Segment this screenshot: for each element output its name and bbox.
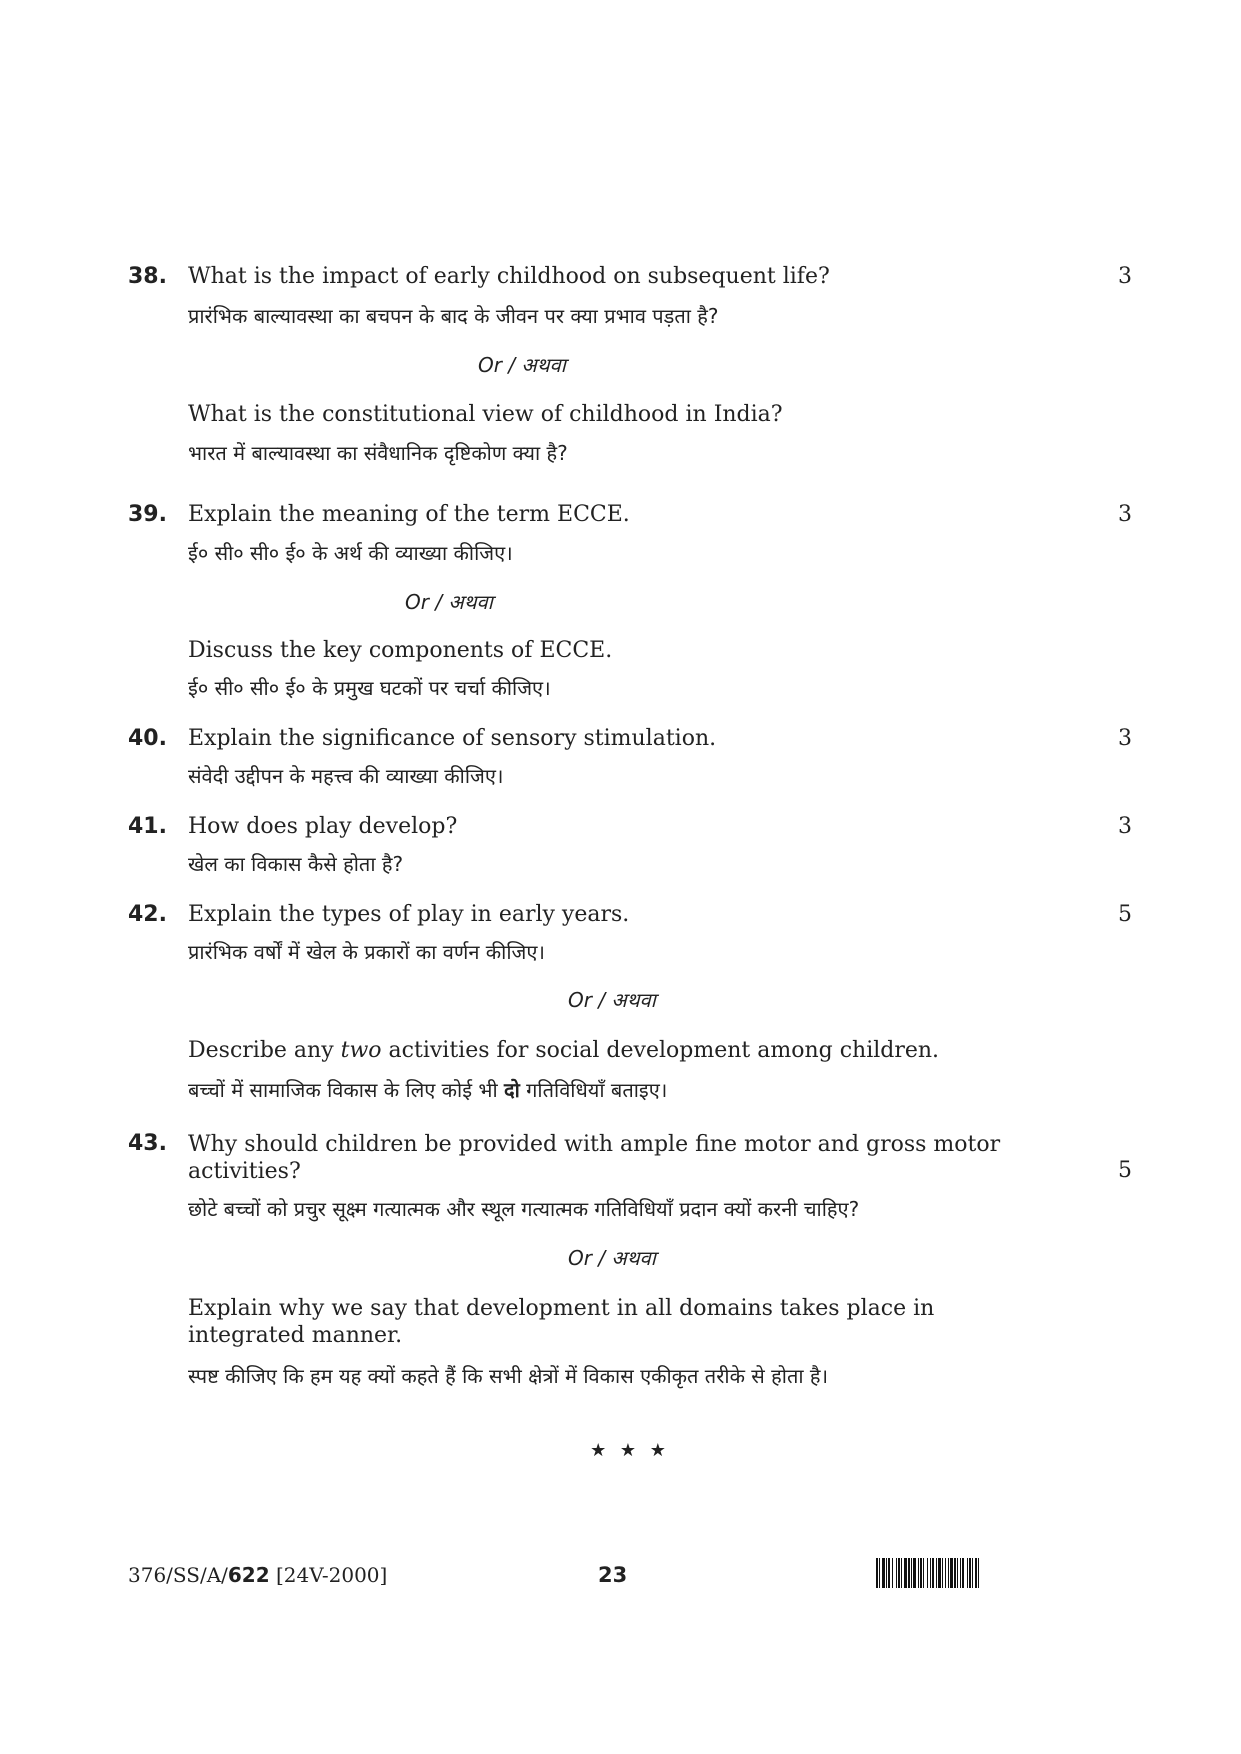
- question-number: 42.: [128, 902, 167, 927]
- question-number: 38.: [128, 264, 167, 289]
- question-text-en: [188, 1131, 1088, 1185]
- question-text-en: Explain the significance of sensory stimulation.: [188, 726, 717, 751]
- barcode-bar: [920, 1558, 922, 1588]
- emphasis-two: two: [340, 1038, 382, 1063]
- question-text-en-line-2: activities?: [188, 1159, 301, 1184]
- barcode-bar: [908, 1558, 910, 1588]
- alternative-text-hi: बच्चों में सामाजिक विकास के लिए कोई भी दो गतिविधियाँ बताइए।: [188, 1078, 668, 1102]
- barcode-bar: [945, 1558, 946, 1588]
- barcode-bar: [892, 1558, 893, 1588]
- alternative-text-hi: ई० सी० सी० ई० के प्रमुख घटकों पर चर्चा कीजिए।: [188, 676, 551, 700]
- barcode: [876, 1558, 1126, 1588]
- question-marks: 3: [1118, 502, 1132, 527]
- emphasis-two-hi: दो: [504, 1078, 520, 1102]
- question-marks: 3: [1118, 726, 1132, 751]
- or-separator: Or / अथवा: [568, 988, 656, 1012]
- question-marks: 5: [1118, 902, 1132, 927]
- question-marks: 3: [1118, 814, 1132, 839]
- barcode-bar: [904, 1558, 907, 1588]
- or-separator: Or / अथवा: [568, 1246, 656, 1270]
- barcode-bar: [978, 1558, 979, 1588]
- question-text-en: Explain the meaning of the term ECCE.: [188, 502, 630, 527]
- alternative-text-hi: भारत में बाल्यावस्था का संवैधानिक दृष्टिकोण क्या है?: [188, 441, 568, 465]
- barcode-bar: [923, 1558, 924, 1588]
- question-number: 43.: [128, 1131, 167, 1156]
- question-text-en: What is the impact of early childhood on subsequent life?: [188, 264, 830, 289]
- barcode-bar: [962, 1558, 964, 1588]
- question-text-en: Explain the types of play in early years.: [188, 902, 630, 927]
- question-text-hi: खेल का विकास कैसे होता है?: [188, 852, 404, 876]
- barcode-bar: [886, 1558, 887, 1588]
- barcode-bar: [896, 1558, 897, 1588]
- barcode-bar: [975, 1558, 977, 1588]
- barcode-bar: [936, 1558, 937, 1588]
- barcode-bar: [911, 1558, 912, 1588]
- barcode-bar: [969, 1558, 971, 1588]
- alternative-text-en: What is the constitutional view of childhood in India?: [188, 402, 783, 427]
- barcode-bar: [967, 1558, 968, 1588]
- barcode-bar: [957, 1558, 958, 1588]
- barcode-bar: [888, 1558, 890, 1588]
- barcode-bar: [918, 1558, 919, 1588]
- question-text-en: How does play develop?: [188, 814, 458, 839]
- end-of-paper-stars: ★ ★ ★: [590, 1440, 670, 1461]
- question-text-hi: प्रारंभिक वर्षों में खेल के प्रकारों का वर्णन कीजिए।: [188, 940, 545, 964]
- barcode-bar: [913, 1558, 916, 1588]
- question-marks: 3: [1118, 264, 1132, 289]
- question-number: 41.: [128, 814, 167, 839]
- barcode-bar: [901, 1558, 902, 1588]
- barcode-bar: [942, 1558, 943, 1588]
- or-separator: Or / अथवा: [478, 353, 566, 377]
- question-text-hi: ई० सी० सी० ई० के अर्थ की व्याख्या कीजिए।: [188, 541, 513, 565]
- barcode-bar: [876, 1558, 878, 1588]
- barcode-bar: [972, 1558, 973, 1588]
- barcode-bar: [930, 1558, 931, 1588]
- barcode-bar: [954, 1558, 956, 1588]
- question-number: 39.: [128, 502, 167, 527]
- barcode-bar: [950, 1558, 953, 1588]
- alternative-text-en: Discuss the key components of ECCE.: [188, 638, 613, 663]
- question-text-hi: संवेदी उद्दीपन के महत्त्व की व्याख्या कीजिए।: [188, 764, 504, 788]
- paper-code: 376/SS/A/622 [24V-2000]: [128, 1563, 388, 1587]
- barcode-bar: [948, 1558, 949, 1588]
- page-number: 23: [598, 1563, 628, 1587]
- or-separator: Or / अथवा: [405, 590, 493, 614]
- question-text-hi: प्रारंभिक बाल्यावस्था का बचपन के बाद के जीवन पर क्या प्रभाव पड़ता है?: [188, 304, 719, 328]
- barcode-bar: [932, 1558, 934, 1588]
- barcode-bar: [960, 1558, 961, 1588]
- barcode-bar: [938, 1558, 941, 1588]
- barcode-bar: [927, 1558, 928, 1588]
- barcode-bar: [879, 1558, 880, 1588]
- barcode-bar: [898, 1558, 900, 1588]
- question-marks: 5: [1118, 1158, 1132, 1183]
- alternative-text-en: [188, 1295, 1088, 1349]
- question-text-en-line-1: Why should children be provided with ample fine motor and gross motor: [188, 1132, 1001, 1157]
- question-number: 40.: [128, 726, 167, 751]
- alternative-text-en-line-1: Explain why we say that development in all domains takes place in: [188, 1296, 935, 1321]
- question-text-hi: छोटे बच्चों को प्रचुर सूक्ष्म गत्यात्मक और स्थूल गत्यात्मक गतिविधियाँ प्रदान क्यों करनी चाहिए?: [188, 1197, 860, 1221]
- alternative-text-en-line-2: integrated manner.: [188, 1323, 403, 1348]
- barcode-bar: [882, 1558, 885, 1588]
- alternative-text-en: Describe any two activities for social development among children.: [188, 1038, 940, 1063]
- alternative-text-hi: स्पष्ट कीजिए कि हम यह क्यों कहते हैं कि सभी क्षेत्रों में विकास एकीकृत तरीके से होता है।: [188, 1364, 829, 1388]
